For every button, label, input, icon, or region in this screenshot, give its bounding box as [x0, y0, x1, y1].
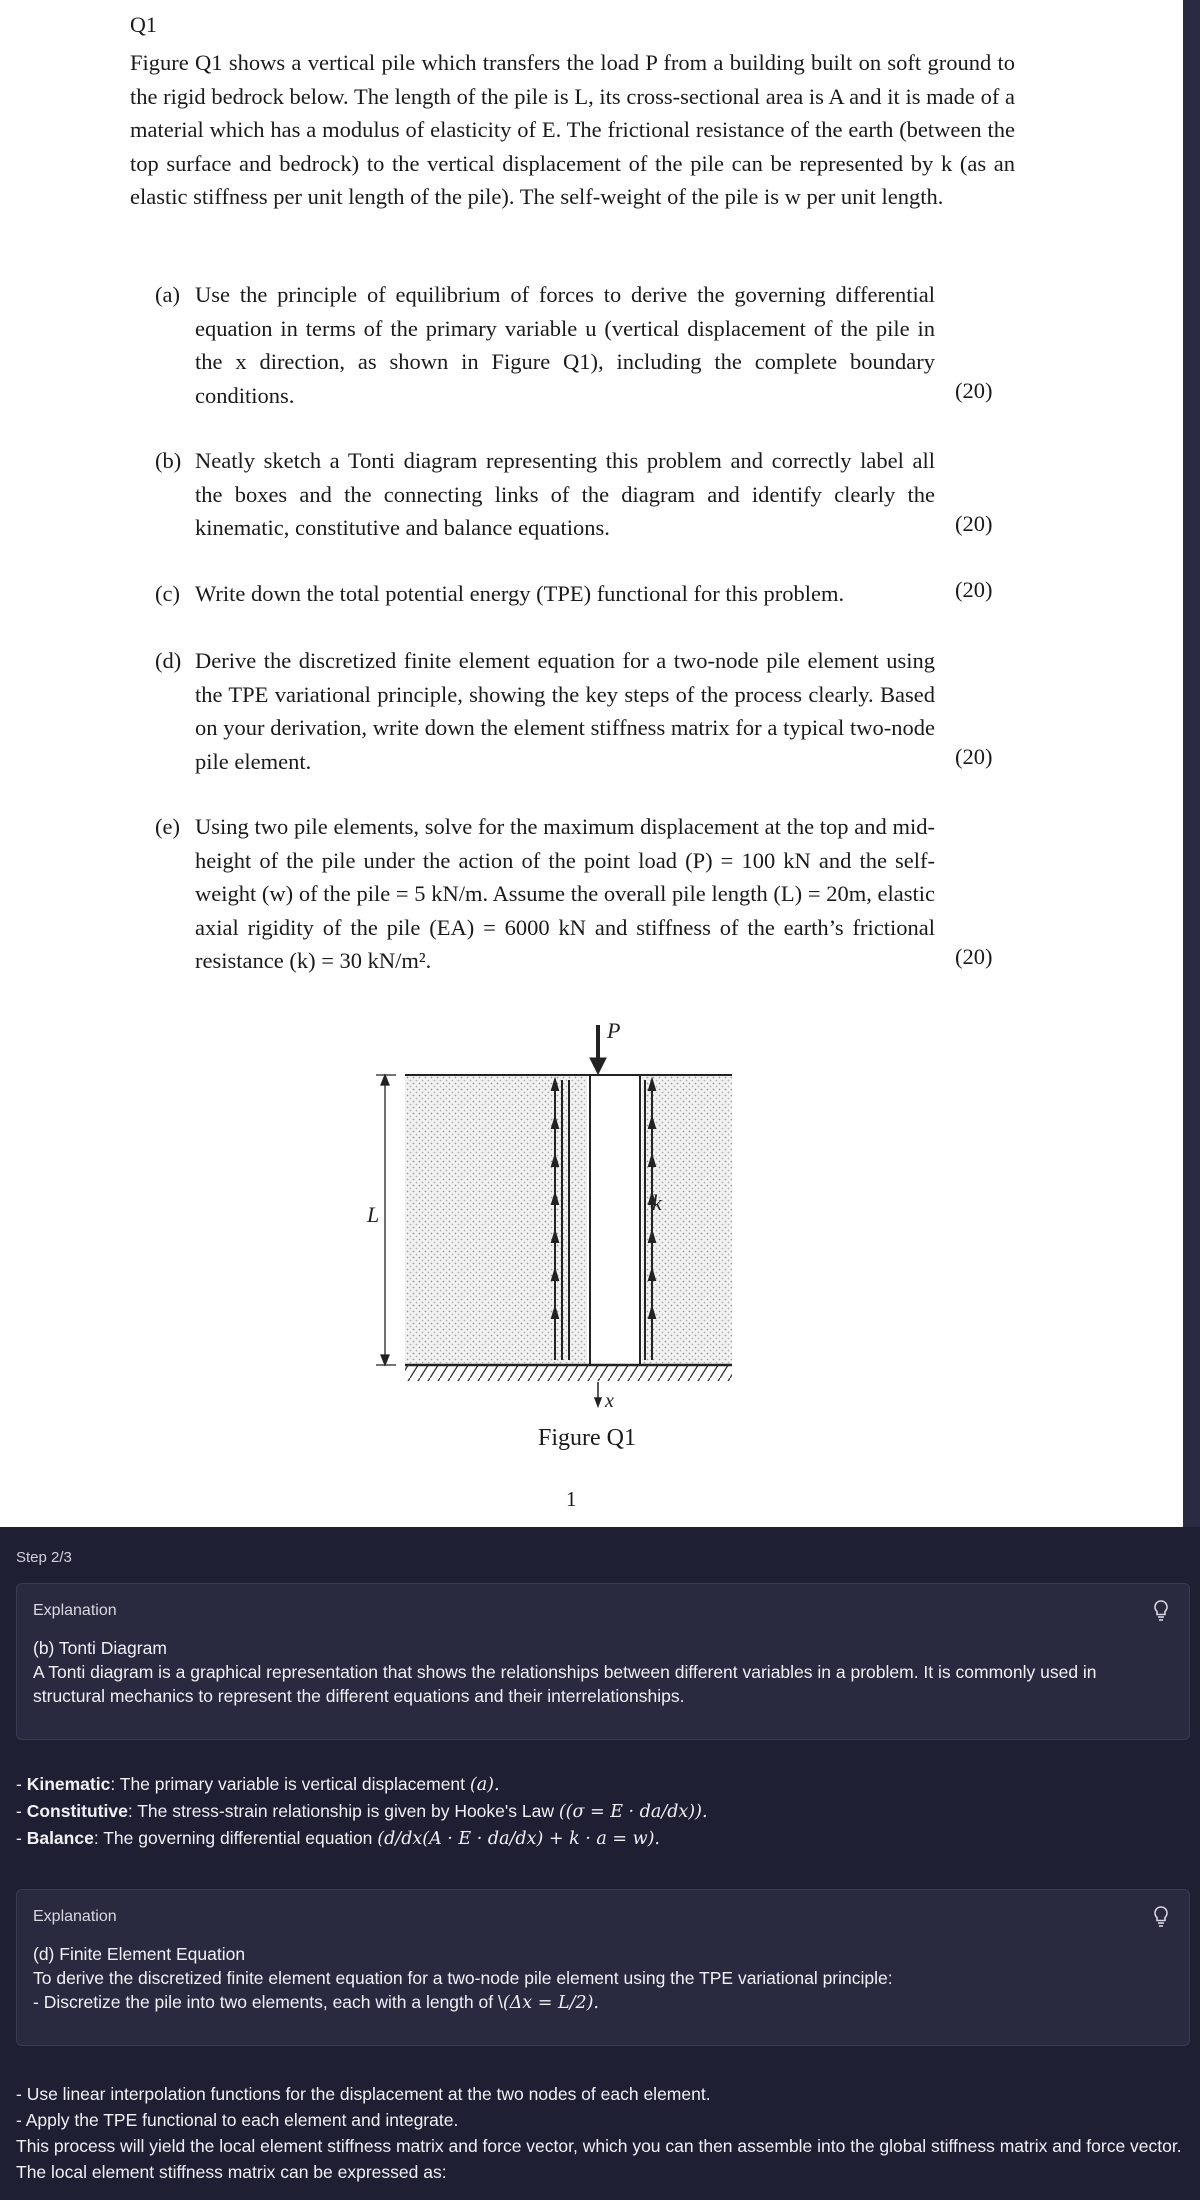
part-d — [155, 644, 935, 778]
part-e-marks: (20) — [955, 944, 993, 969]
pile — [590, 1075, 640, 1365]
question-intro: Figure Q1 shows a vertical pile which transfers the load P from a building built on soft ground to the rigid bedrock below. The length of the pile is L, its cross-sectional area is A and it is made of a material which has a modulus of elasticity of E. The frictional resistance of the earth (between the top surface and bedrock) to the vertical displacement of the pile can be represented by k (as an elastic stiffness per unit length of the pile). The self-weight of the pile is w per unit length. — [130, 50, 1015, 209]
explanation-header: Explanation — [33, 1602, 117, 1619]
explanation-body — [33, 1942, 1171, 2015]
load-arrow — [590, 1025, 606, 1074]
label-x: x — [605, 1390, 614, 1412]
label-k: k — [652, 1190, 662, 1215]
part-a-marks: (20) — [955, 378, 993, 403]
page-number: 1 — [566, 1487, 577, 1511]
part-label: (e) — [155, 814, 180, 839]
lightbulb-icon[interactable] — [1151, 1598, 1171, 1624]
part-text: Use the principle of equilibrium of forces to derive the governing differential equation in terms of the primary variable u (vertical displacement of the pile in the x direction, as shown in Figure Q1), including the complete boundary conditions. — [195, 282, 935, 408]
lightbulb-icon[interactable] — [1151, 1904, 1171, 1930]
list-item: - Use linear interpolation functions for the displacement at the two nodes of each element. — [16, 2084, 711, 2104]
list-item: - Kinematic: The primary variable is vertical displacement (a). — [16, 1774, 500, 1795]
question-heading: Q1 — [130, 12, 157, 37]
part-b — [155, 444, 935, 545]
scroll-gutter — [1183, 0, 1200, 1527]
part-text: Derive the discretized finite element equation for a two-node pile element using the TPE variational principle, showing the key steps of the process clearly. Based on your derivation, write down the element stiffness matrix for a typical two-node pile element. — [195, 648, 935, 774]
card-title: (d) Finite Element Equation — [33, 1944, 246, 1964]
part-c — [155, 577, 935, 611]
explanation-card-b — [16, 1583, 1190, 1740]
explanation-header: Explanation — [33, 1908, 117, 1925]
bedrock — [405, 1365, 732, 1381]
card-title: (b) Tonti Diagram — [33, 1638, 167, 1658]
part-text: Neatly sketch a Tonti diagram representing this problem and correctly label all the boxes and the connecting links of the diagram and identify clearly the kinematic, constitutive and balance equations. — [195, 448, 935, 540]
explanation-body — [33, 1636, 1171, 1708]
part-b-marks: (20) — [955, 511, 993, 536]
card-text: To derive the discretized finite element equation for a two-node pile element using the TPE variational principle: — [33, 1968, 893, 1988]
figure-caption: Figure Q1 — [538, 1425, 636, 1451]
card-text: A Tonti diagram is a graphical representation that shows the relationships between different variables in a problem. It is commonly used in structural mechanics to represent the different equations and their interrelationships. — [33, 1662, 1097, 1706]
list-item: - Balance: The governing differential equation (d/dx(A · E · da/dx) + k · a = w). — [16, 1828, 660, 1849]
list-item: This process will yield the local element stiffness matrix and force vector, which you can then assemble into the global stiffness matrix and force vector. — [16, 2136, 1182, 2156]
part-e — [155, 810, 935, 978]
pile-figure — [340, 1010, 810, 1420]
part-d-marks: (20) — [955, 744, 993, 769]
x-axis-arrow — [595, 1382, 601, 1406]
soil-left — [405, 1075, 587, 1365]
explanation-card-d — [16, 1889, 1190, 2046]
list-item: The local element stiffness matrix can be expressed as: — [16, 2162, 447, 2182]
part-label: (d) — [155, 648, 182, 673]
part-a — [155, 278, 935, 412]
equation-list — [16, 1771, 1186, 1852]
part-label: (c) — [155, 581, 180, 606]
solution-panel — [0, 1527, 1200, 2200]
card-text: - Discretize the pile into two elements, each with a length of \(Δx = L/2). — [33, 1992, 599, 2013]
step-indicator: Step 2/3 — [16, 1549, 72, 1566]
list-item: - Apply the TPE functional to each element and integrate. — [16, 2110, 459, 2130]
soil-right — [642, 1075, 732, 1365]
part-text: Write down the total potential energy (TPE) functional for this problem. — [195, 581, 845, 606]
part-text: Using two pile elements, solve for the maximum displacement at the top and mid-height of the pile under the action of the point load (P) = 100 kN and the self-weight (w) of the pile = 5 kN/m. Assume the overall pile length (L) = 20m, elastic axial rigidity of the pile (EA) = 6000 kN and stiffness of the earth’s frictional resistance (k) = 30 kN/m². — [195, 814, 935, 973]
label-P: P — [607, 1018, 621, 1043]
part-label: (a) — [155, 282, 180, 307]
part-label: (b) — [155, 448, 182, 473]
procedure-list — [16, 2081, 1186, 2185]
part-c-marks: (20) — [955, 577, 993, 602]
label-L: L — [367, 1202, 380, 1227]
list-item: - Constitutive: The stress-strain relationship is given by Hooke's Law ((σ = E · da/dx)). — [16, 1801, 708, 1822]
